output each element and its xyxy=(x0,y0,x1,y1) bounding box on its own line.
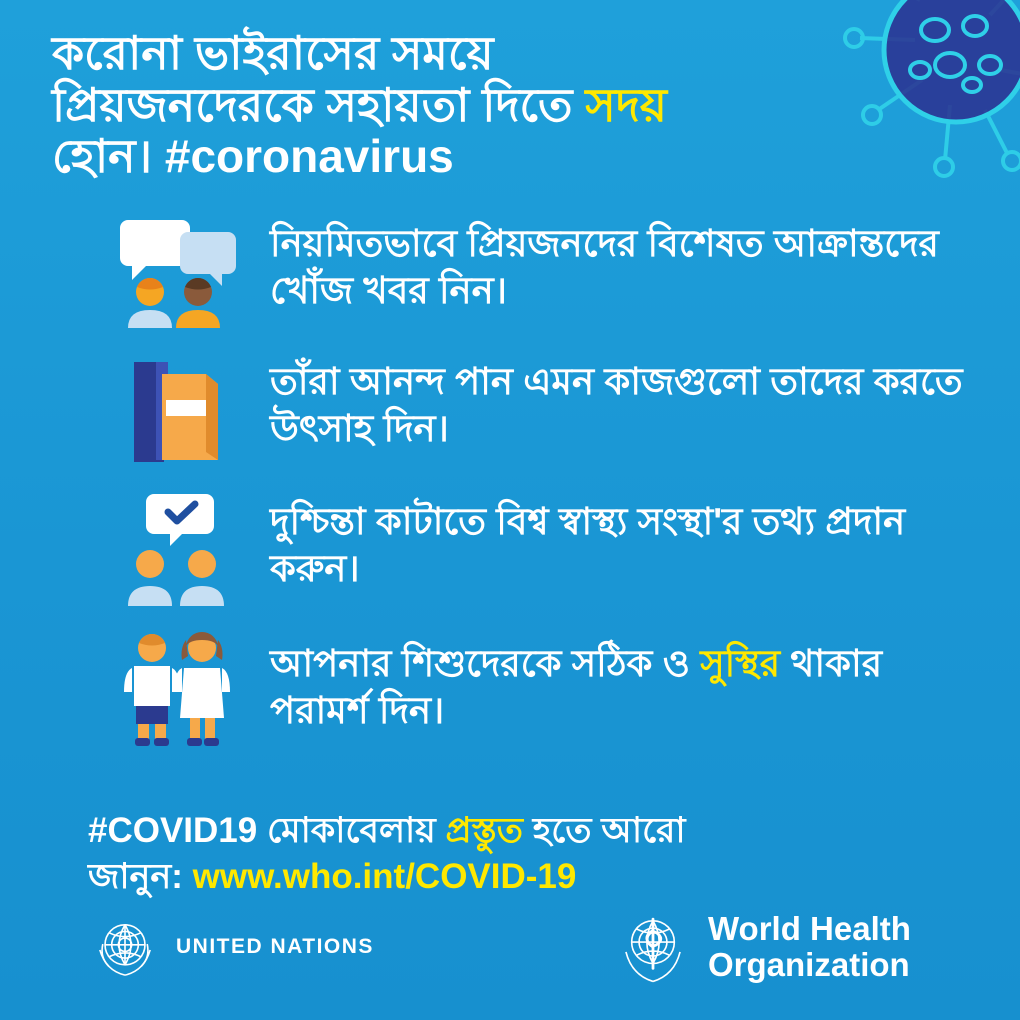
advice-list xyxy=(0,210,1020,754)
list-item-text: তাঁরা আনন্দ পান এমন কাজগুলো তাদের করতে উৎসাহ দিন। xyxy=(270,361,963,450)
footer-hashtag: #COVID19 xyxy=(88,811,258,850)
list-item xyxy=(0,348,1020,468)
headline-line-3 xyxy=(52,131,872,183)
list-item-text xyxy=(250,630,970,735)
checkmark-people-icon xyxy=(110,488,250,608)
speech-bubbles-people-icon xyxy=(110,210,250,330)
list-item-text-part2: থাকার পরামর্শ দিন। xyxy=(270,643,883,732)
headline xyxy=(52,28,872,183)
footer-call-to-action xyxy=(88,808,948,899)
headline-hashtag: #coronavirus xyxy=(164,130,454,183)
who-emblem-icon xyxy=(612,906,694,988)
footer-line-2-label: জানুন: xyxy=(88,856,193,896)
who-website-link[interactable]: www.who.int/COVID-19 xyxy=(192,856,577,896)
united-nations-logo xyxy=(88,910,374,984)
books-icon xyxy=(110,348,250,468)
footer-line-1-part1: মোকাবেলায় xyxy=(257,811,446,850)
footer-line-2 xyxy=(88,854,948,900)
united-nations-name: UNITED NATIONS xyxy=(176,935,374,958)
un-emblem-icon xyxy=(88,910,162,984)
headline-line-2 xyxy=(52,80,872,132)
who-name-line-1: World Health xyxy=(708,910,911,948)
who-logo xyxy=(612,906,911,988)
who-name xyxy=(708,911,911,982)
headline-line-1: করোনা ভাইরাসের সময়ে xyxy=(52,27,494,79)
list-item-text-part1: আপনার শিশুদেরকে সঠিক ও xyxy=(270,643,701,684)
footer-line-1 xyxy=(88,808,948,854)
list-item xyxy=(0,630,1020,750)
logo-bar xyxy=(0,910,1020,1020)
list-item-highlight: সুস্থির xyxy=(700,643,781,684)
who-name-line-2: Organization xyxy=(708,946,910,983)
list-item xyxy=(0,210,1020,330)
headline-line-2-text: প্রিয়জনদেরকে সহায়তা দিতে xyxy=(52,78,586,131)
list-item-text: দুশ্চিন্তা কাটাতে বিশ্ব স্বাস্থ্য সংস্থা'র তথ্য প্রদান করুন। xyxy=(270,501,906,590)
list-item-text: নিয়মিতভাবে প্রিয়জনদের বিশেষত আক্রান্তদের খোঁজ খবর নিন। xyxy=(270,223,939,312)
headline-highlight: সদয় xyxy=(585,78,667,131)
two-children-icon xyxy=(110,630,250,750)
headline-line-3-text: হোন। xyxy=(52,130,165,183)
footer-highlight: প্রস্তুত xyxy=(445,811,524,850)
list-item xyxy=(0,488,1020,608)
footer-line-1-part2: হতে আরো xyxy=(523,811,686,850)
